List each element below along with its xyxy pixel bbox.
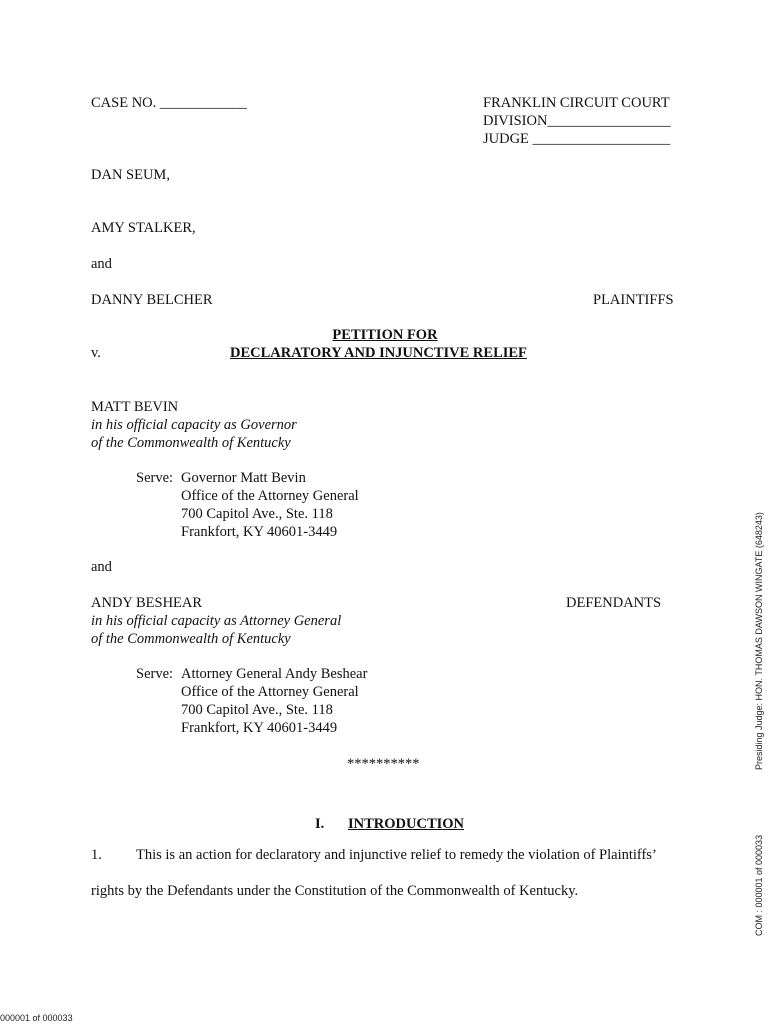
serve-address-line: Office of the Attorney General — [181, 488, 359, 504]
and-text: and — [91, 256, 112, 272]
com-page-stamp: COM : 000001 of 000033 — [754, 834, 764, 936]
section-title: INTRODUCTION — [348, 816, 465, 832]
serve-address-line: Governor Matt Bevin — [181, 470, 306, 486]
serve-address-line: Frankfort, KY 40601-3449 — [181, 524, 338, 540]
petition-title-line2: DECLARATORY AND INJUNCTIVE RELIEF — [230, 345, 527, 361]
serve-address-line: Frankfort, KY 40601-3449 — [181, 720, 338, 736]
court-name: FRANKLIN CIRCUIT COURT — [483, 95, 670, 111]
section-number: I. — [315, 816, 325, 832]
defendant-capacity: of the Commonwealth of Kentucky — [91, 631, 291, 647]
versus: v. — [91, 345, 101, 361]
serve-label: Serve: — [136, 666, 174, 682]
plaintiff-name: DANNY BELCHER — [91, 292, 213, 308]
and-text: and — [91, 559, 112, 575]
case-number: CASE NO. ____________ — [91, 95, 247, 111]
judge-line: JUDGE ___________________ — [483, 131, 671, 147]
division-line: DIVISION_________________ — [483, 113, 671, 129]
defendants-label: DEFENDANTS — [566, 595, 662, 611]
serve-address-line: Attorney General Andy Beshear — [181, 666, 368, 682]
plaintiffs-label: PLAINTIFFS — [593, 292, 674, 308]
paragraph-text-line: This is an action for declaratory and injunctive relief to remedy the violation of Plaintiffs’ — [136, 847, 657, 863]
plaintiff-name: DAN SEUM, — [91, 167, 170, 183]
separator-asterisks: ********** — [347, 756, 420, 772]
plaintiff-name: AMY STALKER, — [91, 220, 196, 236]
serve-address-line: 700 Capitol Ave., Ste. 118 — [181, 506, 333, 522]
petition-title-line1: PETITION FOR — [332, 327, 438, 343]
serve-label: Serve: — [136, 470, 174, 486]
footer-page-number: 000001 of 000033 — [0, 1013, 73, 1023]
defendant-name: MATT BEVIN — [91, 399, 179, 415]
defendant-capacity: of the Commonwealth of Kentucky — [91, 435, 291, 451]
presiding-judge-stamp: Presiding Judge: HON. THOMAS DAWSON WINGATE (648243) — [754, 512, 764, 770]
serve-address-line: Office of the Attorney General — [181, 684, 359, 700]
paragraph-number: 1. — [91, 847, 102, 863]
defendant-name: ANDY BESHEAR — [91, 595, 203, 611]
serve-address-line: 700 Capitol Ave., Ste. 118 — [181, 702, 333, 718]
defendant-capacity: in his official capacity as Attorney General — [91, 613, 342, 629]
defendant-capacity: in his official capacity as Governor — [91, 417, 297, 433]
paragraph-text-line: rights by the Defendants under the Constitution of the Commonwealth of Kentucky. — [91, 883, 579, 899]
